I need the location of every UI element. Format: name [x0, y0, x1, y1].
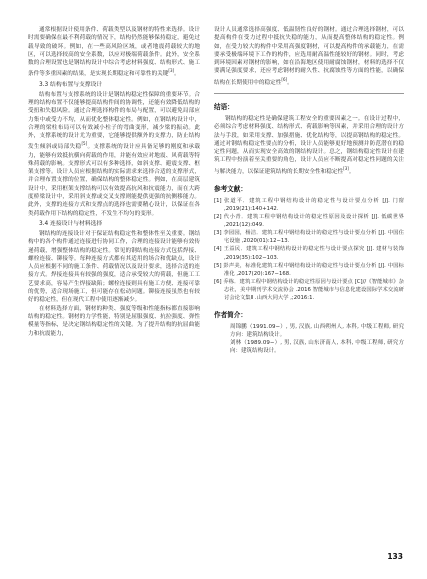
reference-item: [1] 张道平．建筑工程中钢结构设计的稳定性与设计要点分析 [J]. 门窗 ,2019(21):140+142.	[214, 197, 404, 212]
references-list	[214, 197, 404, 302]
author-bio-heading: 作者简介：	[214, 311, 247, 320]
reference-item: [4] 王益民．建筑工程中钢结构设计的稳定性与设计要点探究 [J]. 建材与装饰 ,2019(35):102−103.	[214, 246, 404, 261]
citation: [3]	[168, 68, 175, 74]
reference-item: [3] 李园园，杨洁．建筑工程中钢结构设计的稳定性与设计要点分析 [J]. 中国住宅设施 ,2020(01):12−13.	[214, 230, 404, 245]
section-subheading: 3.4 连接设计与材料选择	[39, 220, 103, 227]
citation: [3]	[343, 165, 349, 171]
citation: [6]	[281, 76, 288, 82]
page-number: 133	[387, 552, 403, 561]
right-column	[214, 26, 404, 355]
references-heading: 参考文献：	[214, 184, 247, 193]
conclusion-heading: 结语：	[214, 102, 234, 111]
body-paragraph: 设计人员通常选择高强度、低温韧性良好的钢材。通过合理选择钢材，可以提高构件在受力过程中抵抗失稳的能力，从而提高整体结构的稳定性。例如，在受力较大的构件中采用高强度钢材，可以提高构件的承载能力，在需要承受极端环境下工作的构件，应选用耐高温性能较好的钢材。同时，考虑到环境因素对钢材的影响，如在沿海地区使用耐腐蚀钢材，材料的选择不仅要满足强度要求，还应考虑钢材的耐久性、抗腐蚀性等方面的性能，以确保结构在长期使用中的稳定性[6]。	[214, 27, 404, 86]
author-bio: 刘林（1989.09−）, 男, 汉族, 山东济南人, 本科, 中级工程师, 研究方向：建筑结构设计。	[230, 340, 404, 355]
section-subheading: 3.3 结构布置与支撑设计	[39, 81, 103, 88]
reference-item: [6] 乔栋．建筑工程中钢结构设计的稳定性原因与设计要点 [C]//《智能城市》杂志社，美中期刊学术交流协会 .2016 智能城市与信息化建设国际学术交流研讨会论文集Ⅱ .山西大同大学 ,;2016:1.	[214, 278, 404, 301]
left-column	[28, 26, 200, 338]
reference-item: [5] 彭声美，标准化建筑工程中钢结构设计的稳定性与设计要点分析 [J]. 中国标准化 ,2017(20):167−168.	[214, 262, 404, 277]
reference-item: [2] 代小青．建筑工程中钢结构设计的稳定性原因及设计探析 [J]. 低碳世界 ,2021(12):049.	[214, 214, 404, 229]
body-paragraph: 钢结构的连接设计对于保证结构稳定性和整体性至关重要。钢结构中的各个构件通过连接进行协同工作，合理的连接设计能够有效传递荷载，增强整体结构的稳定性。常见的钢结构连接方式包括焊接、螺栓连接、铆接等。每种连接方式都有其适用的场合和优缺点，设计人员应根据不同的施工条件、荷载情况以及设计要求，选择合适的连接方式。焊接连接具有较强的强度，适合承受较大的荷载，但施工工艺要求高，容易产生焊接缺陷；螺栓连接则具有施工方便、连接可靠的优势，适合现场施工，但可能存在松动问题。铆接连接虽然也有较好的稳定性，但在现代工程中使用逐渐减少。	[28, 230, 200, 304]
body-paragraph: 结构布置与支撑系统的设计是钢结构稳定性保障的重要环节。合理的结构布置不仅能够提高结构件间的协调性，还能有效降低结构的受扭和失稳风险。通过合理选择构件的布局与配置，可以避免局部应力集中或受力不均，从而优化整体稳定性。例如，在钢结构设计中，合理的梁柱布局可以有效减小柱子的弯曲变形，减少梁的振动。此外，支撑系统的设计尤为重要，它能够提供额外的支撑力，防止结构发生倾斜或局部失稳[5]。支撑系统的设计应具备足够的刚度和承载力，能够有效抵抗横向荷载的作用，并能有效应对地震、风荷载等特殊荷载的影响。支撑形式可以有多种选择，如斜支撑、避震支撑、框架支撑等。设计人员应根据结构的实际需求来选择合适的支撑形式，并合理布置支撑的位置，确保结构的整体稳定性。例如，在高层建筑设计中，采用框架支撑结构可以有效提高抗风和抗震能力，而在大跨度桥梁设计中，采用斜支撑或交叉支撑则能提供更强的抗侧移能力。此外，支撑的连接方式和支撑点的选择也需要精心设计，以保证在各类荷载作用下结构的稳定性，不发生不均匀的变形。	[28, 91, 200, 217]
conclusion-paragraph: 钢结构的稳定性是确保建筑工程安全的重要因素之一。在设计过程中，必须综合考虑材料强度、结构形式、荷载影响等因素，并采用合理的设计方法与手段，如采用支撑、加强措施、优化结构等，以提高钢结构的稳定性。通过对钢结构稳定性要点的分析，设计人员能够更好地预测并防范潜在的稳定性问题，从而实现安全高效的钢结构设计。总之，钢结构稳定性设计在建筑工程中扮演着至关重要的角色，设计人员应不断提高对稳定性问题的关注与解决能力，以保证建筑结构的长期安全性和稳定性[3]。	[214, 115, 404, 175]
section-divider	[214, 93, 404, 94]
author-bio: 周锦鹏（1991.09−）, 男, 汉族, 山西朔州人, 本科, 中级工程师, 研究方向：建筑结构设计。	[230, 324, 404, 339]
body-paragraph: 在材料选择方面，钢材的种类、强度等级和性能指标都直接影响结构的稳定性。钢材的力学性能，特别是屈服强度、抗拉强度、弹性模量等指标，是决定钢结构稳定性的关键。为了提升结构的抗屈曲能力和抗震能力，	[28, 305, 200, 337]
citation: [5]	[81, 141, 88, 147]
body-paragraph: 通常根据设计使用条件、荷载类型以及钢材的特性来选择。设计时需要确保在最不利荷载的情况下，结构仍然能够保持稳定，避免过载导致的破坏。例如，在一些高风险区域，或者地震荷载较大的地区，可以选择较高的安全系数，以应对极端荷载条件。此外，安全系数的合理设置也是钢结构设计中综合考虑材料强度、结构形式、施工条件等多重因素的结果，是实现长期稳定和可靠性的关键[3]。	[28, 27, 200, 78]
